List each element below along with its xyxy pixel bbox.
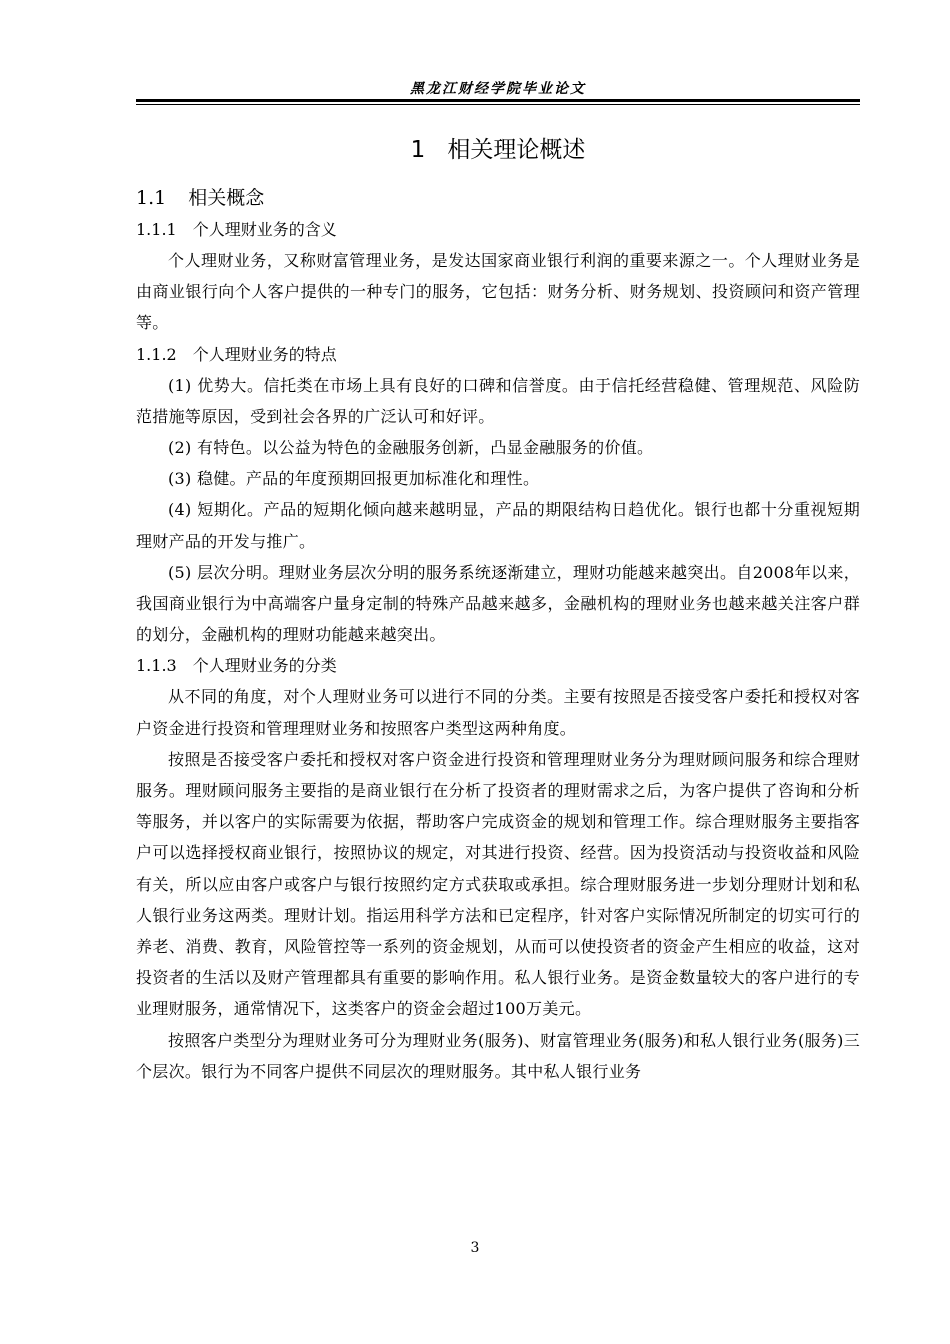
body-paragraph: 个人理财业务，又称财富管理业务，是发达国家商业银行利润的重要来源之一。个人理财业务是由商业银行向个人客户提供的一种专门的服务，它包括：财务分析、财务规划、投资顾问和资产管理等。 (136, 251, 860, 333)
chapter-number: 1 (410, 137, 426, 163)
body-paragraph: 按照是否接受客户委托和授权对客户资金进行投资和管理理财业务分为理财顾问服务和综合理财服务。理财顾问服务主要指的是商业银行在分析了投资者的理财需求之后，为客户提供了咨询和分析等服务，并以客户的实际需要为依据，帮助客户完成资金的规划和管理工作。综合理财服务主要指客户可以选择授权商业银行，按照协议的规定，对其进行投资、经营。因为投资活动与投资收益和风险有关，所以应由客户或客户与银行按照约定方式获取或承担。综合理财服务进一步划分理财计划和私人银行业务这两类。理财计划。指运用科学方法和已定程序，针对客户实际情况所制定的切实可行的养老、消费、教育，风险管控等一系列的资金规划，从而可以使投资者的资金产生相应的收益，这对投资者的生活以及财产管理都具有重要的影响作用。私人银行业务。是资金数量较大的客户进行的专业理财服务，通常情况下，这类客户的资金会超过100万美元。 (136, 749, 860, 1019)
subsection-title: 个人理财业务的分类 (192, 656, 337, 676)
subsection-heading (136, 339, 860, 370)
subsection-number: 1.1.1 (136, 220, 177, 239)
list-paragraph: (3) 稳健。产品的年度预期回报更加标准化和理性。 (168, 469, 540, 489)
subsection-number: 1.1.2 (136, 344, 177, 364)
body-paragraph: 按照客户类型分为理财业务可分为理财业务(服务)、财富管理业务(服务)和私人银行业务(服务)三个层次。银行为不同客户提供不同层次的理财服务。其中私人银行业务 (136, 1030, 860, 1081)
header-rule-thin (136, 104, 860, 105)
chapter-title: 相关理论概述 (447, 137, 586, 163)
subsection-heading (136, 214, 860, 245)
subsection-title: 个人理财业务的特点 (192, 344, 337, 364)
section-number: 1.1 (136, 187, 167, 209)
section-title: 相关概念 (188, 187, 265, 209)
page-body (136, 128, 860, 1087)
running-header: 黑龙江财经学院毕业论文 (410, 81, 586, 97)
page-number: 3 (470, 1240, 480, 1256)
list-paragraph: (1) 优势大。信托类在市场上具有良好的口碑和信誉度。由于信托经营稳健、管理规范、风险防范措施等原因，受到社会各界的广泛认可和好评。 (136, 375, 860, 426)
subsection-number: 1.1.3 (136, 656, 177, 676)
chapter-heading (136, 128, 860, 172)
section-heading (136, 182, 860, 214)
subsection-heading (136, 650, 860, 681)
list-paragraph: (2) 有特色。以公益为特色的金融服务创新，凸显金融服务的价值。 (168, 438, 654, 458)
header-rule-thick (136, 99, 860, 102)
list-paragraph: (5) 层次分明。理财业务层次分明的服务系统逐渐建立，理财功能越来越突出。自2008年以来，我国商业银行为中高端客户量身定制的特殊产品越来越多，金融机构的理财业务也越来越关注客户群的划分，金融机构的理财功能越来越突出。 (136, 562, 860, 645)
subsection-title: 个人理财业务的含义 (192, 220, 337, 239)
body-paragraph: 从不同的角度，对个人理财业务可以进行不同的分类。主要有按照是否接受客户委托和授权对客户资金进行投资和管理理财业务和按照客户类型这两种角度。 (136, 687, 860, 738)
list-paragraph: (4) 短期化。产品的短期化倾向越来越明显，产品的期限结构日趋优化。银行也都十分重视短期理财产品的开发与推广。 (136, 500, 860, 551)
